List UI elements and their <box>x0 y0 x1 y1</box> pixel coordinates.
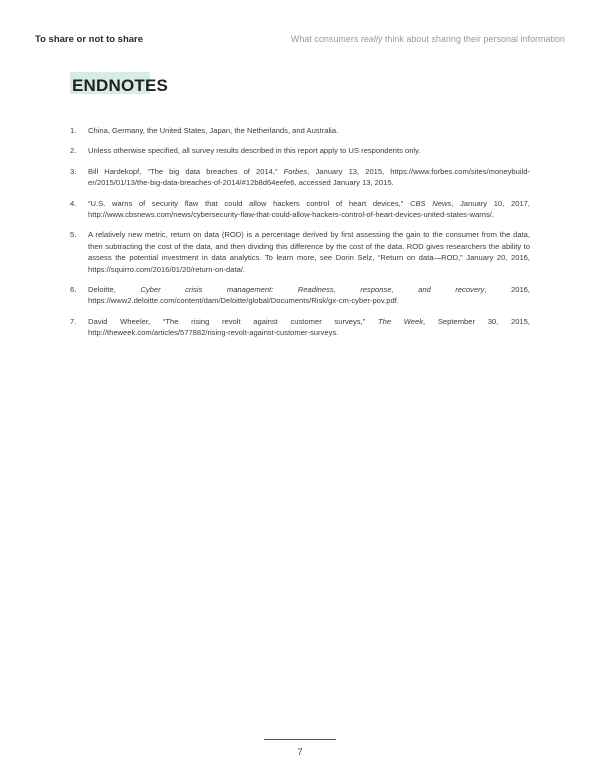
endnote-text-part: , 2016, https://www2.deloitte.com/content/dam/Deloitte/global/Documents/Risk/gx-cm-cyber-pov.pdf. <box>88 285 531 306</box>
endnote-source-title: Forbes <box>283 166 308 176</box>
endnote-item <box>70 198 530 221</box>
running-header-title: To share or not to share <box>35 34 144 45</box>
endnote-number: 5. <box>70 230 77 240</box>
endnote-item <box>70 125 530 136</box>
endnote-text <box>88 198 530 221</box>
endnote-text-part: David Wheeler, “The rising revolt against customer surveys,” <box>88 316 378 326</box>
endnote-text-part: , January 10, 2017, http://www.cbsnews.com/news/cybersecurity-flaw-that-could-allow-hackers-control-of-heart-devices-united-states-warns/. <box>88 198 531 220</box>
endnote-source-title: Cyber crisis management: Readiness, response, and recovery <box>140 285 485 295</box>
endnote-item <box>70 316 530 339</box>
endnote-text-part: “U.S. warns of security flaw that could allow hackers control of heart devices,” <box>88 198 410 208</box>
endnote-number: 1. <box>70 126 77 135</box>
endnote-text-part: Bill Hardekopf, “The big data breaches of 2014,” <box>88 166 284 176</box>
endnote-source-title: CBS News <box>409 198 452 208</box>
endnote-text-part: , September 30, 2015, http://theweek.com/articles/577882/rising-revolt-against-customer-surveys. <box>88 316 530 338</box>
endnotes-list <box>70 125 530 348</box>
endnote-number: 3. <box>70 166 77 176</box>
endnote-text: China, Germany, the United States, Japan, the Netherlands, and Australia. <box>88 126 339 135</box>
endnote-number: 2. <box>70 146 77 156</box>
endnote-text <box>88 284 530 307</box>
subtitle-part: What consumers <box>290 34 361 44</box>
endnote-number: 7. <box>70 316 77 326</box>
subtitle-emphasis: really <box>360 34 383 44</box>
running-header-subtitle <box>291 34 565 44</box>
endnote-text: Unless otherwise specified, all survey results described in this report apply to US respondents only. <box>88 146 421 156</box>
page-title: ENDNOTES <box>72 76 169 95</box>
subtitle-part: think about sharing their personal information <box>382 34 565 44</box>
footer-divider <box>264 739 336 740</box>
endnote-number: 4. <box>70 198 77 208</box>
endnote-number: 6. <box>70 285 77 295</box>
endnote-text <box>88 316 530 339</box>
endnote-text-part: Deloitte, <box>88 285 141 295</box>
endnote-item <box>70 284 530 307</box>
endnote-item <box>70 166 530 189</box>
endnote-text <box>88 166 530 189</box>
endnote-item <box>70 145 530 156</box>
endnote-source-title: The Week <box>377 316 424 326</box>
page-number: 7 <box>297 747 303 757</box>
endnote-text: A relatively new metric, return on data (ROD) is a percentage derived by first assessing the gain to the consumer from the data, then subtracting the cost of the data, and then dividing this difference by the cost of the data. ROD gives researchers the ability to assess the potential investment in data analytics. To learn more, see Dorin Selz, “Return on data—ROD,” January 20, 2016, https://squirro.com/2016/01/20/return-on-data/. <box>88 230 530 274</box>
endnote-text-part: , January 13, 2015, https://www.forbes.com/sites/moneybuild-er/2015/01/13/the-big-data-breaches-of-2014/#12b8d64eefe6, accessed January 13, 2015. <box>88 166 531 188</box>
endnote-item <box>70 229 530 275</box>
